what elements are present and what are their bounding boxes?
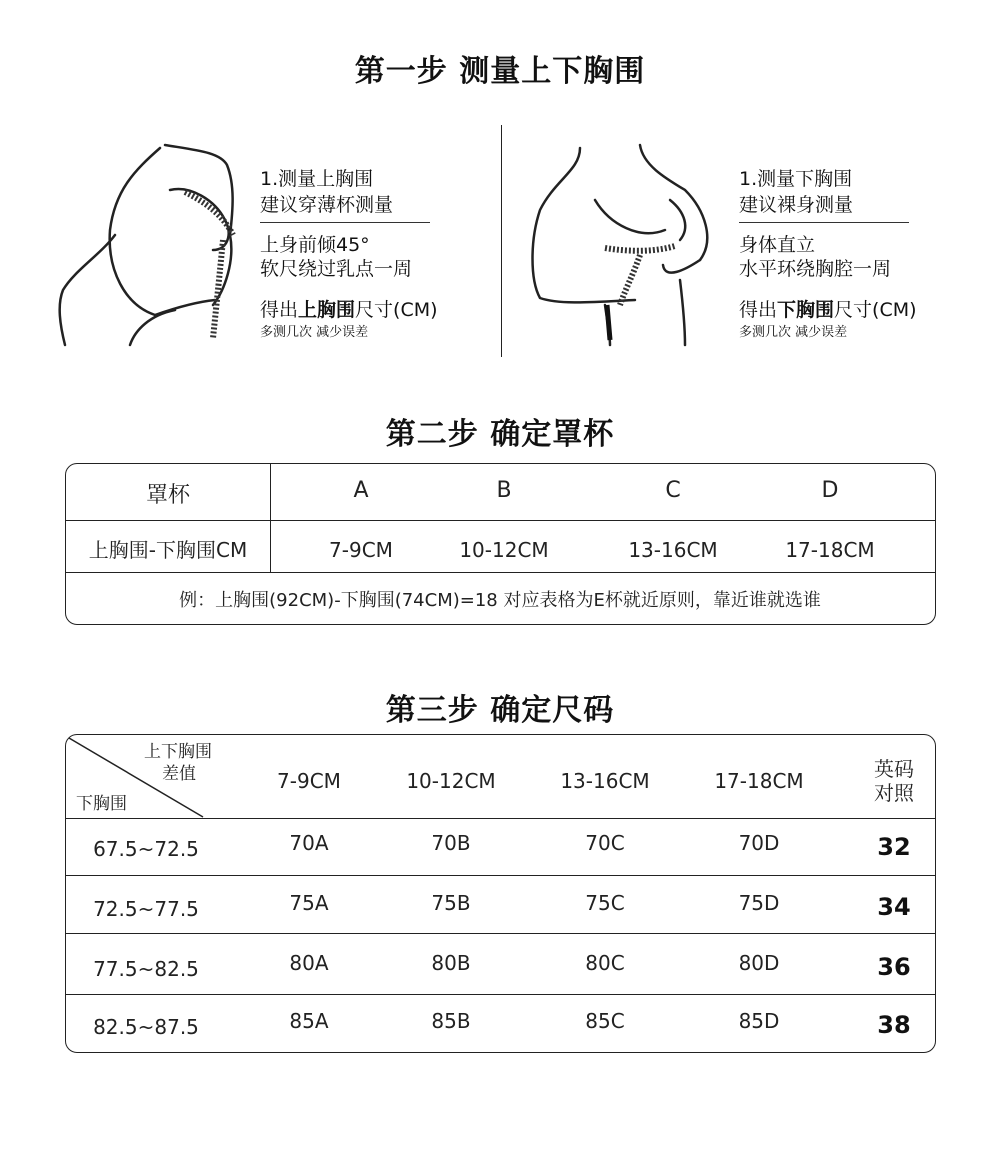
right-line1: 1.测量下胸围 [739,168,853,190]
step2-title: 第二步 确定罩杯 [385,417,615,452]
col-header-1: 7-9CM [277,769,341,793]
size-hline-0 [66,818,935,819]
size-cell: 70A [289,831,329,855]
cup-b: B [496,478,512,503]
left-rule [260,222,430,223]
table-row-range: 72.5~77.5 [93,897,199,921]
size-hline-1 [66,875,935,876]
left-result [260,297,438,323]
size-cell: 75A [289,891,329,915]
size-cell: 80B [431,951,471,975]
left-line4: 软尺绕过乳点一周 [260,258,413,280]
size-cell: 80C [585,951,625,975]
right-result-prefix: 得出 [739,299,778,321]
size-hline-3 [66,994,935,995]
left-line2: 建议穿薄杯测量 [260,194,394,216]
table-row-range: 77.5~82.5 [93,957,199,981]
cup-example: 例：上胸围(92CM)-下胸围(74CM)=18 对应表格为E杯就近原则，靠近谁就选谁 [179,590,821,611]
step1-title: 第一步 测量上下胸围 [354,54,646,89]
col-header-2: 10-12CM [406,769,496,793]
cup-table [65,463,936,625]
eng-header-2: 对照 [874,781,914,805]
right-result-bold: 下胸围 [777,299,835,321]
cup-header-label: 罩杯 [145,483,190,508]
left-result-suffix: 尺寸(CM) [355,299,438,321]
size-hline-2 [66,933,935,934]
size-cell: 75C [585,891,625,915]
right-note: 多测几次 减少误差 [739,325,848,340]
cup-table-vline [270,464,271,572]
size-cell: 70C [585,831,625,855]
eng-size: 32 [877,833,911,861]
cup-c: C [665,478,681,503]
cup-d: D [821,478,839,503]
diff-b: 10-12CM [459,538,549,562]
eng-size: 34 [877,893,911,921]
right-result-suffix: 尺寸(CM) [834,299,917,321]
col-header-4: 17-18CM [714,769,804,793]
size-cell: 70B [431,831,471,855]
right-result [739,297,917,323]
size-cell: 75B [431,891,471,915]
right-rule [739,222,909,223]
size-cell: 85D [738,1009,780,1033]
col-header-3: 13-16CM [560,769,650,793]
size-cell: 70D [738,831,780,855]
eng-header-1: 英码 [874,757,914,781]
left-line3: 上身前倾45° [260,234,370,256]
cup-a: A [353,478,369,503]
right-line4: 水平环绕胸腔一周 [739,258,892,280]
diff-c: 13-16CM [628,538,718,562]
cup-table-hline-1 [66,520,935,521]
left-result-bold: 上胸围 [298,299,356,321]
size-cell: 85C [585,1009,625,1033]
size-cell: 85A [289,1009,329,1033]
size-cell: 85B [431,1009,471,1033]
diff-row-label: 上胸围-下胸围CM [88,538,248,562]
size-cell: 80D [738,951,780,975]
left-line1: 1.测量上胸围 [260,168,374,190]
right-line2: 建议裸身测量 [739,194,854,216]
diff-d: 17-18CM [785,538,875,562]
corner-top1: 上下胸围 [144,742,212,762]
diff-a: 7-9CM [329,538,393,562]
step3-title: 第三步 确定尺码 [385,693,615,728]
left-result-prefix: 得出 [260,299,299,321]
bust-measure-illustration [55,140,255,350]
underbust-measure-illustration [525,140,725,350]
cup-table-hline-2 [66,572,935,573]
eng-size: 36 [877,953,911,981]
left-note: 多测几次 减少误差 [260,325,369,340]
table-row-range: 67.5~72.5 [93,837,199,861]
corner-bottom: 下胸围 [76,794,127,814]
step1-divider [501,125,502,357]
table-row-range: 82.5~87.5 [93,1015,199,1039]
eng-size: 38 [877,1011,911,1039]
corner-top2: 差值 [162,764,196,784]
right-line3: 身体直立 [739,234,816,256]
size-table [65,734,936,1053]
size-cell: 75D [738,891,780,915]
size-cell: 80A [289,951,329,975]
